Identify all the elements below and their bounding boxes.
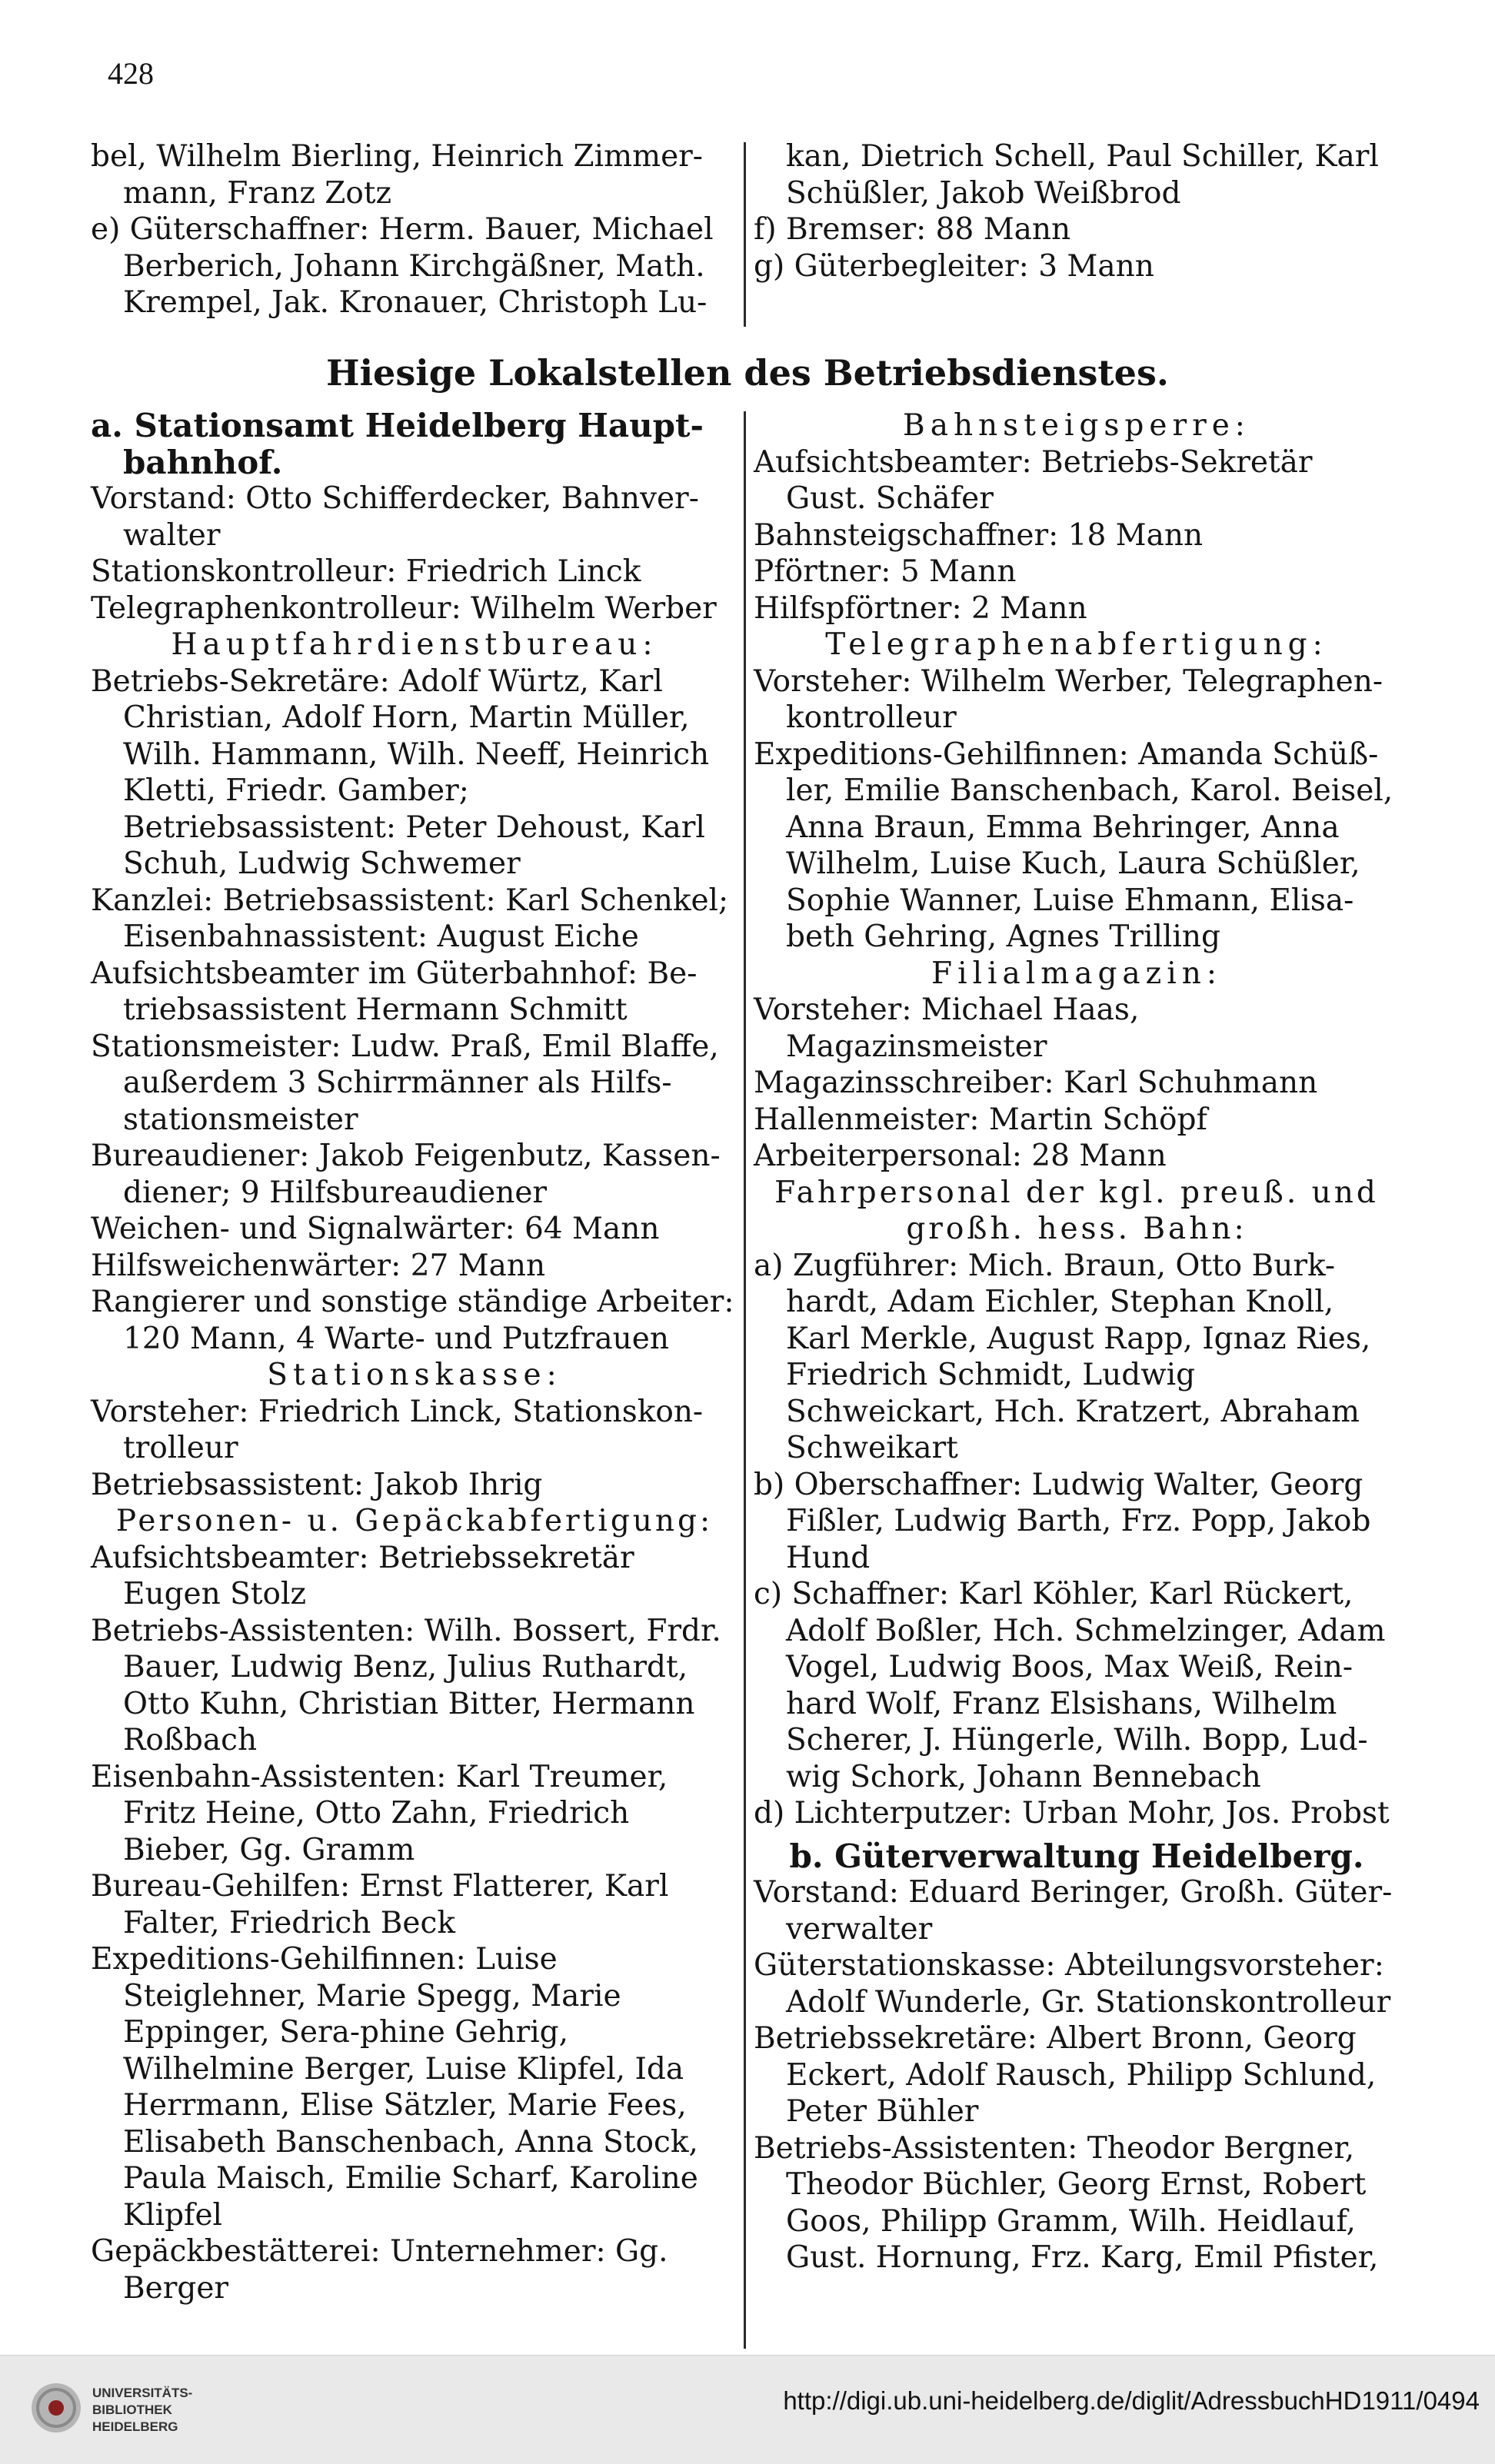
text-line: g) Güterbegleiter: 3 Mann <box>754 248 1154 284</box>
top-right-continuation <box>754 138 1400 284</box>
entry: Bahnsteigschaffner: 18 Mann <box>754 517 1204 553</box>
entry: Telegraphenkontrolleur: Wilhelm Werber <box>91 590 717 626</box>
entry: Vorstand: Otto Schifferdecker, Bahnver-walter <box>91 481 699 553</box>
entry: Stationskontrolleur: Friedrich Linck <box>91 554 641 589</box>
entry: Bureau-Gehilfen: Ernst Flatterer, Karl Falter, Friedrich Beck <box>91 1869 669 1940</box>
entry: Hilfspförtner: 2 Mann <box>754 590 1087 626</box>
entry: Betriebs-Assistenten: Wilh. Bossert, Frdr. Bauer, Ludwig Benz, Julius Ruthardt, Otto Kuhn, Christian Bitter, Hermann Roßbach <box>91 1613 721 1757</box>
entry: Betriebsassistent: Jakob Ihrig <box>91 1467 543 1502</box>
library-name-line: BIBLIOTHEK <box>92 2402 172 2417</box>
text-line: Krempel, Jak. Kronauer, Christoph Lu- <box>123 285 708 320</box>
library-name <box>92 2385 192 2436</box>
entry: Bureaudiener: Jakob Feigenbutz, Kassen-diener; 9 Hilfsbureaudiener <box>91 1139 721 1210</box>
entry: Expeditions-Gehilfinnen: Luise Steiglehner, Marie Spegg, Marie Eppinger, Sera-phine Gehrig, Wilhelmine Berger, Luise Klipfel, Ida Herrmann, Elise Sätzler, Marie Fees, Elisabeth Banschenbach, Anna Stock, Paula Maisch, Emilie Scharf, Karoline Klipfel <box>91 1942 698 2233</box>
entry: Betriebs-Sekretäre: Adolf Würtz, Karl Christian, Adolf Horn, Martin Müller, Wilh. Hammann, Wilh. Neeff, Heinrich Kletti, Friedr. Gamber; Betriebsassistent: Peter Dehoust, Karl Schuh, Ludwig Schwemer <box>91 663 710 881</box>
entry: Stationsmeister: Ludw. Praß, Emil Blaffe, außerdem 3 Schirrmänner als Hilfs-stationsmeister <box>91 1029 719 1137</box>
text-line: e) Güterschaffner: Herm. Bauer, Michael <box>91 212 714 247</box>
column-divider-main <box>744 411 746 2349</box>
entry: Magazinsschreiber: Karl Schuhmann <box>754 1066 1318 1100</box>
subheading-hauptfahrdienst: Hauptfahrdienstbureau: <box>171 627 658 662</box>
entry: Betriebs-Assistenten: Theodor Bergner, Theodor Büchler, Georg Ernst, Robert Goos, Philipp Gramm, Wilh. Heidlauf, Gust. Hornung, Frz. Karg, Emil Pfister, <box>754 2130 1379 2275</box>
entry: Aufsichtsbeamter: Betriebssekretär Eugen Stolz <box>91 1540 634 1611</box>
text-line: Schüßler, Jakob Weißbrod <box>786 175 1181 211</box>
top-left-continuation <box>91 138 738 321</box>
subheading-telegraphenabfertigung: Telegraphenabfertigung: <box>825 627 1328 662</box>
library-footer <box>0 2355 1495 2464</box>
entry: c) Schaffner: Karl Köhler, Karl Rückert, Adolf Boßler, Hch. Schmelzinger, Adam Vogel, Ludwig Boos, Max Weiß, Rein-hard Wolf, Franz Elsishans, Wilhelm Scherer, J. Hüngerle, Wilh. Bopp, Lud-wig Schork, Johann Bennebach <box>754 1577 1386 1794</box>
section-heading-gueterverwaltung: b. Güterverwaltung Heidelberg. <box>789 1837 1364 1875</box>
subheading-fahrpersonal: Fahrpersonal der kgl. preuß. und großh. hess. Bahn: <box>774 1175 1379 1246</box>
section-heading-stationsamt: a. Stationsamt Heidelberg Haupt-bahnhof. <box>91 407 704 481</box>
entry: Aufsichtsbeamter: Betriebs-Sekretär Gust. Schäfer <box>754 444 1313 516</box>
entry: Weichen- und Signalwärter: 64 Mann <box>91 1212 660 1246</box>
right-column <box>754 407 1400 2276</box>
source-url-link[interactable]: http://digi.ub.uni-heidelberg.de/diglit/AdressbuchHD1911/0494 <box>783 2386 1480 2415</box>
column-divider-top <box>744 142 746 327</box>
library-name-line: UNIVERSITÄTS- <box>92 2386 193 2400</box>
subheading-personen: Personen- u. Gepäckabfertigung: <box>115 1504 714 1538</box>
subheading-filialmagazin: Filialmagazin: <box>931 956 1222 991</box>
entry: Aufsichtsbeamter im Güterbahnhof: Be-triebsassistent Hermann Schmitt <box>91 956 698 1027</box>
university-seal-icon <box>29 2381 83 2435</box>
entry: Kanzlei: Betriebsassistent: Karl Schenkel; Eisenbahnassistent: August Eiche <box>91 883 729 954</box>
entry: Vorsteher: Michael Haas, Magazinsmeister <box>754 993 1140 1064</box>
text-line: bel, Wilhelm Bierling, Heinrich Zimmer- <box>91 139 703 174</box>
entry: Güterstationskasse: Abteilungsvorsteher: Adolf Wunderle, Gr. Stationskontrolleur <box>754 1948 1391 2020</box>
entry: Gepäckbestätterei: Unternehmer: Gg. Berger <box>91 2234 668 2306</box>
entry: Expeditions-Gehilfinnen: Amanda Schüß-ler, Emilie Banschenbach, Karol. Beisel, Anna Braun, Emma Behringer, Anna Wilhelm, Luise Kuch, Laura Schüßler, Sophie Wanner, Luise Ehmann, Elisa-beth Gehring, Agnes Trilling <box>754 737 1393 954</box>
text-line: Berberich, Johann Kirchgäßner, Math. <box>123 248 705 284</box>
entry: Pförtner: 5 Mann <box>754 554 1017 589</box>
text-line: kan, Dietrich Schell, Paul Schiller, Karl <box>786 139 1379 174</box>
subheading-bahnsteigsperre: Bahnsteigsperre: <box>903 408 1250 443</box>
entry: Arbeiterpersonal: 28 Mann <box>754 1139 1167 1173</box>
left-column <box>91 407 738 2306</box>
entry: Betriebssekretäre: Albert Bronn, Georg Eckert, Adolf Rausch, Philipp Schlund, Peter Bühler <box>754 2021 1377 2129</box>
entry: Vorsteher: Friedrich Linck, Stationskon-trolleur <box>91 1394 704 1465</box>
entry: Vorsteher: Wilhelm Werber, Telegraphen-kontrolleur <box>754 663 1383 735</box>
section-title: Hiesige Lokalstellen des Betriebsdienstes. <box>326 352 1169 394</box>
text-line: f) Bremser: 88 Mann <box>754 212 1071 247</box>
subheading-stationskasse: Stationskasse: <box>267 1358 562 1392</box>
entry: a) Zugführer: Mich. Braun, Otto Burk-hardt, Adam Eichler, Stephan Knoll, Karl Merkle, August Rapp, Ignaz Ries, Friedrich Schmidt, Ludwig Schweickart, Hch. Kratzert, Abraham Schweikart <box>754 1248 1371 1465</box>
text-line: mann, Franz Zotz <box>123 175 392 211</box>
entry: Eisenbahn-Assistenten: Karl Treumer, Fritz Heine, Otto Zahn, Friedrich Bieber, Gg. Gramm <box>91 1759 668 1867</box>
entry: Hallenmeister: Martin Schöpf <box>754 1102 1207 1137</box>
library-name-line: HEIDELBERG <box>92 2419 178 2434</box>
page-number: 428 <box>108 56 154 91</box>
entry: Hilfsweichenwärter: 27 Mann <box>91 1248 546 1283</box>
entry: Vorstand: Eduard Beringer, Großh. Güter-verwalter <box>754 1875 1393 1947</box>
entry: b) Oberschaffner: Ludwig Walter, Georg Fißler, Ludwig Barth, Frz. Popp, Jakob Hund <box>754 1467 1371 1575</box>
entry: Rangierer und sonstige ständige Arbeiter: 120 Mann, 4 Warte- und Putzfrauen <box>91 1285 734 1356</box>
entry: d) Lichterputzer: Urban Mohr, Jos. Probst <box>754 1796 1390 1831</box>
